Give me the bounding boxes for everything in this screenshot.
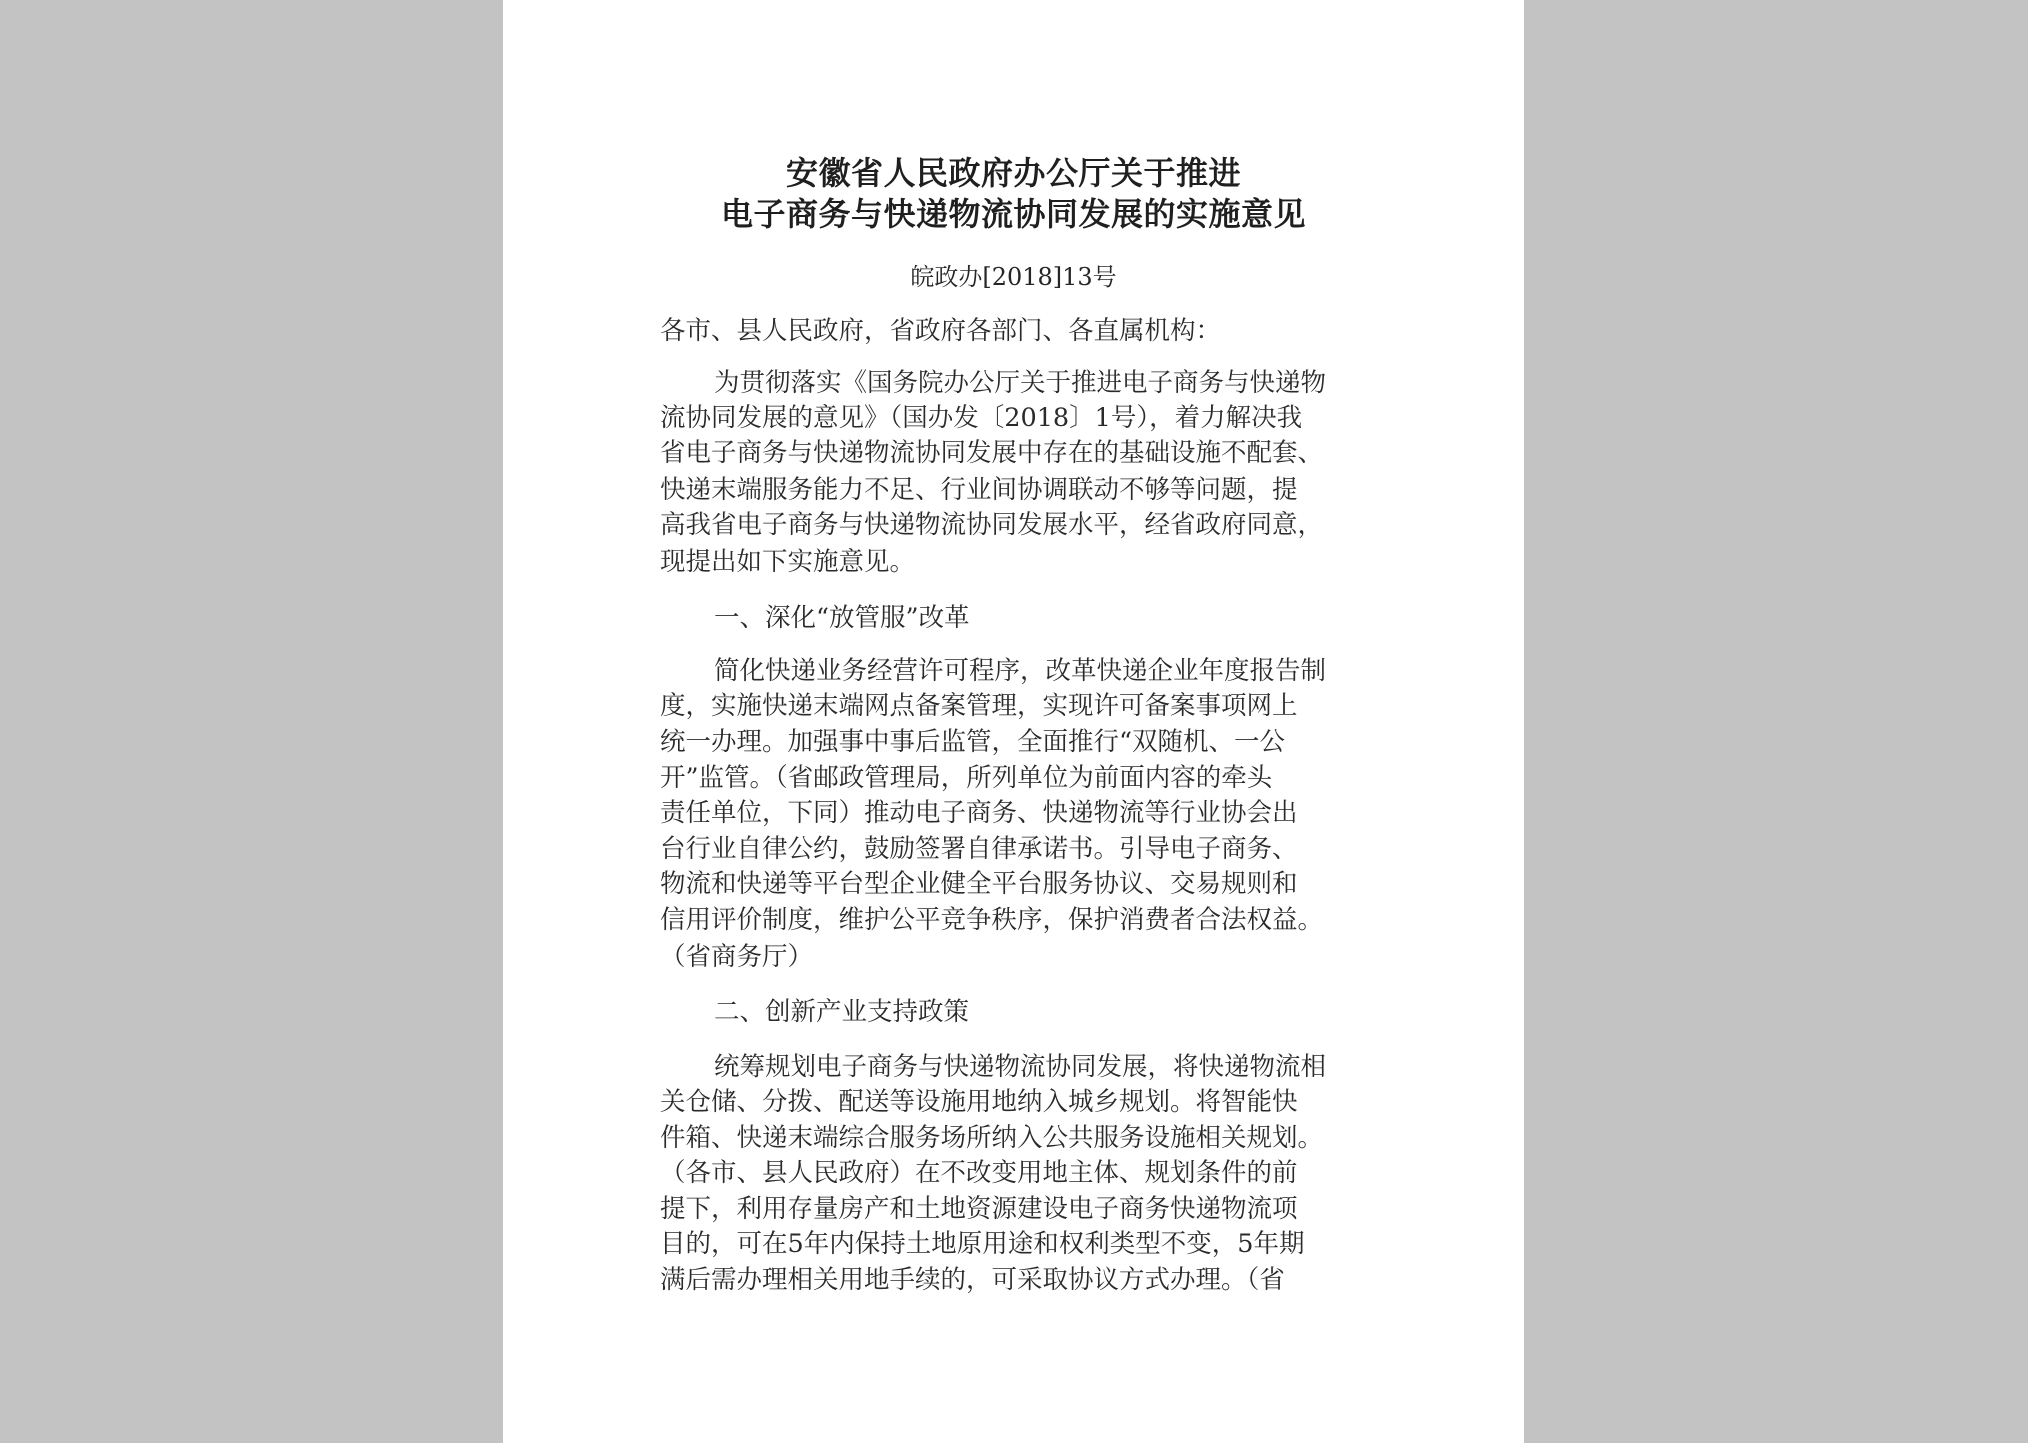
body-line: （各市、县人民政府）在不改变用地主体、规划条件的前 — [660, 1158, 1298, 1188]
document-page — [503, 0, 1524, 1443]
body-line: 台行业自律公约，鼓励签署自律承诺书。引导电子商务、 — [660, 834, 1298, 864]
body-line: 度，实施快递末端网点备案管理，实现许可备案事项网上 — [660, 691, 1298, 721]
body-line: 提下，利用存量房产和土地资源建设电子商务快递物流项 — [660, 1194, 1298, 1224]
body-line: 快递末端服务能力不足、行业间协调联动不够等问题，提 — [660, 475, 1298, 505]
document-title-line-1: 安徽省人民政府办公厅关于推进 — [785, 154, 1241, 192]
body-line: 物流和快递等平台型企业健全平台服务协议、交易规则和 — [660, 869, 1298, 899]
section-heading: 二、创新产业支持政策 — [714, 997, 970, 1027]
body-line: 为贯彻落实《国务院办公厅关于推进电子商务与快递物 — [714, 368, 1327, 398]
addressee-line: 各市、县人民政府，省政府各部门、各直属机构： — [660, 316, 1222, 346]
body-line: 流协同发展的意见》（国办发〔2018〕1号），着力解决我 — [660, 403, 1303, 433]
document-number: 皖政办[2018]13号 — [910, 263, 1117, 291]
body-line: 件箱、快递末端综合服务场所纳入公共服务设施相关规划。 — [660, 1123, 1324, 1153]
body-line: 目的，可在5年内保持土地原用途和权利类型不变，5年期 — [660, 1229, 1305, 1259]
body-line: 关仓储、分拨、配送等设施用地纳入城乡规划。将智能快 — [660, 1087, 1298, 1117]
body-line: 信用评价制度，维护公平竞争秩序，保护消费者合法权益。 — [660, 905, 1324, 935]
body-line: 统一办理。加强事中事后监管，全面推行“双随机、一公 — [660, 727, 1286, 757]
body-line: 高我省电子商务与快递物流协同发展水平，经省政府同意， — [660, 510, 1324, 540]
document-title-line-2: 电子商务与快递物流协同发展的实施意见 — [720, 195, 1306, 233]
body-line: 省电子商务与快递物流协同发展中存在的基础设施不配套、 — [660, 438, 1324, 468]
body-line: 统筹规划电子商务与快递物流协同发展，将快递物流相 — [714, 1052, 1327, 1082]
body-line: 简化快递业务经营许可程序，改革快递企业年度报告制 — [714, 656, 1327, 686]
body-line: 满后需办理相关用地手续的，可采取协议方式办理。（省 — [660, 1265, 1285, 1295]
body-line: （省商务厅） — [660, 942, 814, 972]
body-line: 开”监管。（省邮政管理局，所列单位为前面内容的牵头 — [660, 763, 1273, 793]
section-heading: 一、深化“放管服”改革 — [714, 603, 970, 633]
body-line: 现提出如下实施意见。 — [660, 547, 916, 577]
body-line: 责任单位，下同）推动电子商务、快递物流等行业协会出 — [660, 798, 1298, 828]
